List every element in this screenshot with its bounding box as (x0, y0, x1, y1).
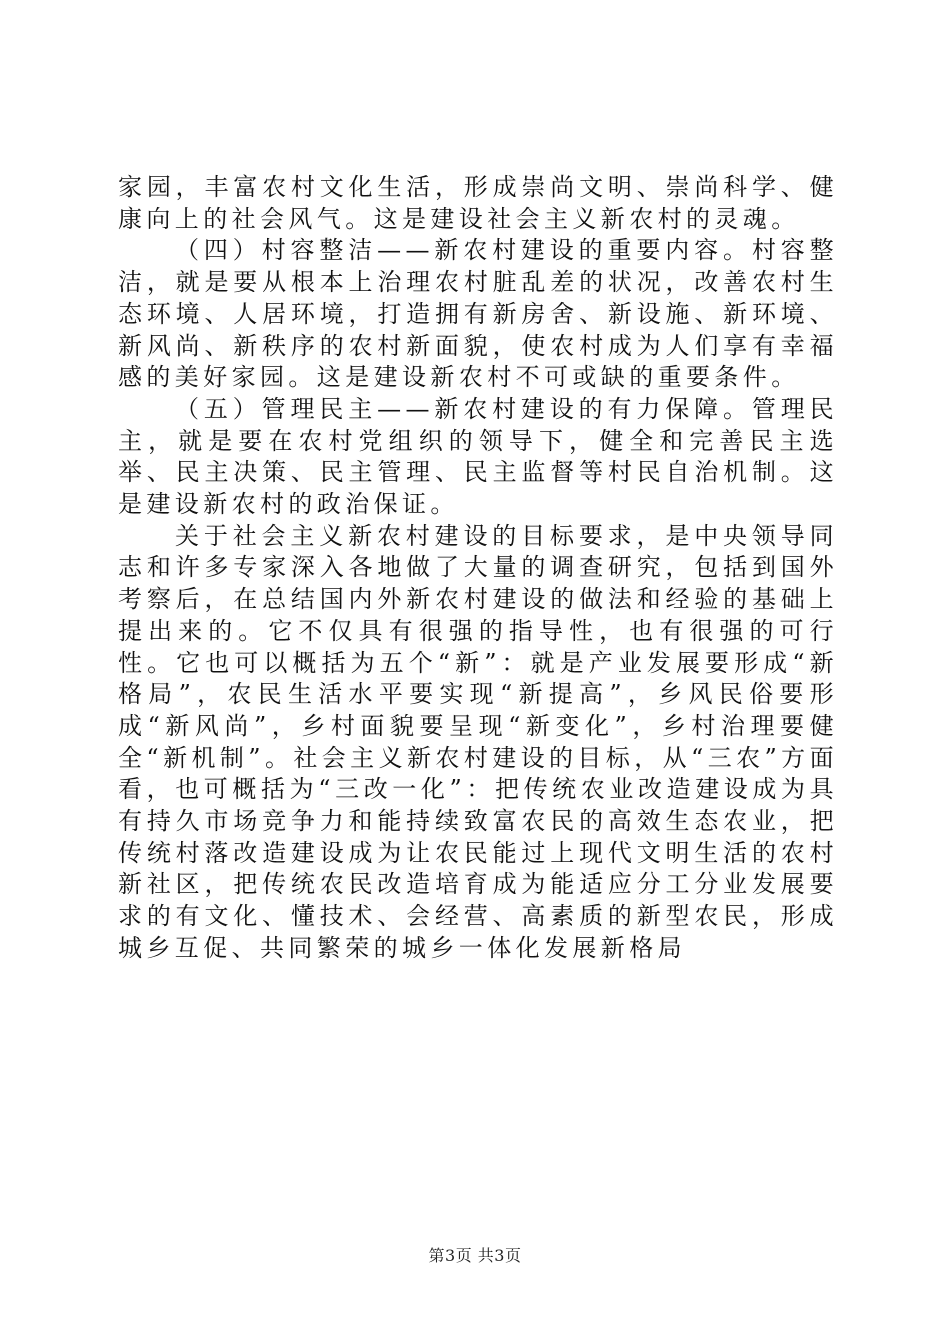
paragraph-continuation: 家园，丰富农村文化生活，形成崇尚文明、崇尚科学、健康向上的社会风气。这是建设社会主义新农村的灵魂。 (118, 173, 838, 233)
paragraph-goal-requirements: 关于社会主义新农村建设的目标要求，是中央领导同志和许多专家深入各地做了大量的调查研究，包括到国外考察后，在总结国内外新农村建设的做法和经验的基础上提出来的。它不仅具有很强的指导性，也有很强的可行性。它也可以概括为五个“新”：就是产业发展要形成“新格局”，农民生活水平要实现“新提高”，乡风民俗要形成“新风尚”，乡村面貌要呈现“新变化”，乡村治理要健全“新机制”。社会主义新农村建设的目标，从“三农”方面看，也可概括为“三改一化”：把传统农业改造建设成为具有持久市场竞争力和能持续致富农民的高效生态农业，把传统村落改造建设成为让农民能过上现代文明生活的农村新社区，把传统农民改造培育成为能适应分工分业发展要求的有文化、懂技术、会经营、高素质的新型农民，形成城乡互促、共同繁荣的城乡一体化发展新格局 (118, 521, 838, 962)
document-body (118, 172, 838, 965)
page-number-footer: 第3页 共3页 (428, 1246, 522, 1265)
paragraph-democratic-management: （五）管理民主——新农村建设的有力保障。管理民主，就是要在农村党组织的领导下，健全和完善民主选举、民主决策、民主管理、民主监督等村民自治机制。这是建设新农村的政治保证。 (118, 394, 838, 519)
paragraph-village-tidiness: （四）村容整洁——新农村建设的重要内容。村容整洁，就是要从根本上治理农村脏乱差的状况，改善农村生态环境、人居环境，打造拥有新房舍、新设施、新环境、新风尚、新秩序的农村新面貌，使农村成为人们享有幸福感的美好家园。这是建设新农村不可或缺的重要条件。 (118, 236, 838, 392)
